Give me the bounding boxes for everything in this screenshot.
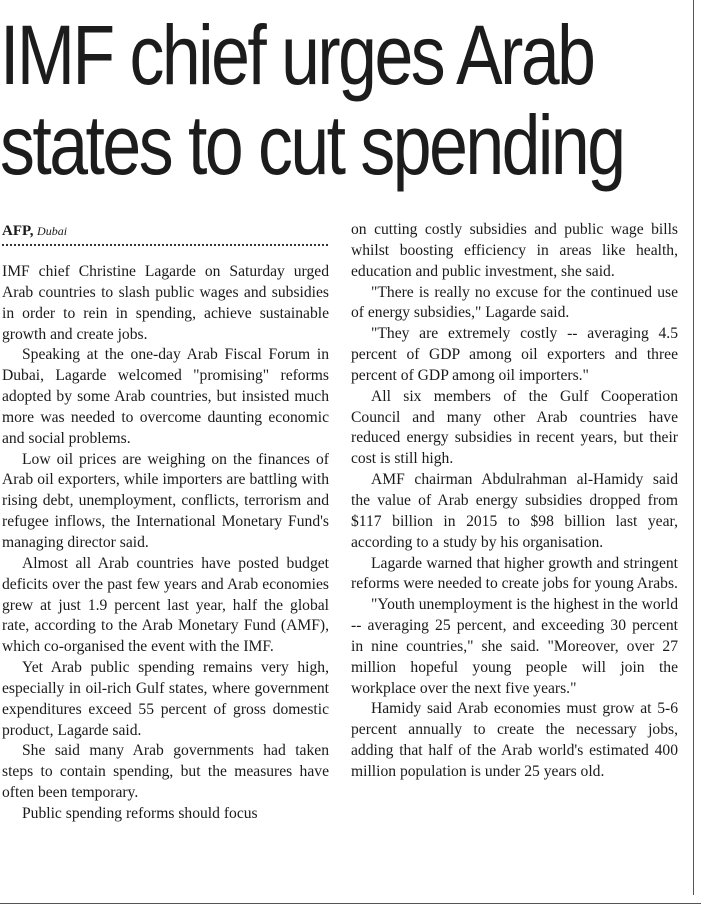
byline-agency: AFP,: [2, 223, 34, 239]
headline-line-1: IMF chief urges Arab: [0, 8, 594, 102]
paragraph: Almost all Arab countries have posted budget deficits over the past few years and Arab economies grew at just 1.9 percent last year, half the global rate, according to the Arab Monetary Fund (AMF), which co-organised the event with the IMF.: [2, 554, 329, 656]
headline: [0, 8, 624, 192]
dotted-separator: [2, 244, 328, 246]
byline: [2, 222, 330, 241]
paragraph: Speaking at the one-day Arab Fiscal Forum in Dubai, Lagarde welcomed "promising" reforms adopted by some Arab countries, but insisted much more was needed to overcome daunting economic and social problems.: [2, 346, 329, 447]
paragraph: Hamidy said Arab economies must grow at 5-6 percent annually to create the necessary jobs, adding that half of the Arab world's estimated 400 million population is under 25 years old.: [351, 700, 678, 780]
paragraph: Lagarde warned that higher growth and stringent reforms were needed to create jobs for young Arabs.: [351, 554, 678, 593]
paragraph: Public spending reforms should focus: [22, 804, 258, 822]
article-column-2: [351, 220, 678, 783]
paragraph: IMF chief Christine Lagarde on Saturday urged Arab countries to slash public wages and subsidies in order to rein in spending, achieve sustainable growth and create jobs.: [2, 263, 329, 343]
headline-line-2: states to cut spending: [0, 98, 624, 192]
paragraph: She said many Arab governments had taken steps to contain spending, but the measures have often been temporary.: [2, 742, 329, 802]
paragraph: on cutting costly subsidies and public wage bills whilst boosting efficiency in areas like health, education and public investment, she said.: [351, 221, 678, 280]
paragraph: "Youth unemployment is the highest in the world -- averaging 25 percent, and exceeding 30 percent in nine countries," she said. "Moreover, over 27 million hopeful young people will join the workplace over the next five years.": [351, 596, 678, 697]
paragraph: Yet Arab public spending remains very high, especially in oil-rich Gulf states, where government expenditures exceed 55 percent of gross domestic product, Lagarde said.: [2, 659, 329, 739]
paragraph: "They are extremely costly -- averaging 4.5 percent of GDP among oil exporters and three percent of GDP among oil importers.": [351, 325, 678, 384]
paragraph: All six members of the Gulf Cooperation Council and many other Arab countries have reduced energy subsidies in recent years, but their cost is still high.: [351, 387, 678, 468]
paragraph: AMF chairman Abdulrahman al-Hamidy said the value of Arab energy subsidies dropped from $117 billion in 2015 to $98 billion last year, according to a study by his organisation.: [351, 471, 678, 551]
paragraph: "There is really no excuse for the continued use of energy subsidies," Lagarde said.: [351, 283, 678, 322]
byline-place: Dubai: [37, 224, 68, 238]
bottom-rule: [0, 903, 701, 904]
paragraph: Low oil prices are weighing on the finances of Arab oil exporters, while importers are battling with rising debt, unemployment, conflicts, terrorism and refugee inflows, the International Monetary Fund's managing director said.: [2, 450, 329, 551]
column-rule-right: [693, 0, 694, 895]
article-column-1: [2, 262, 329, 825]
